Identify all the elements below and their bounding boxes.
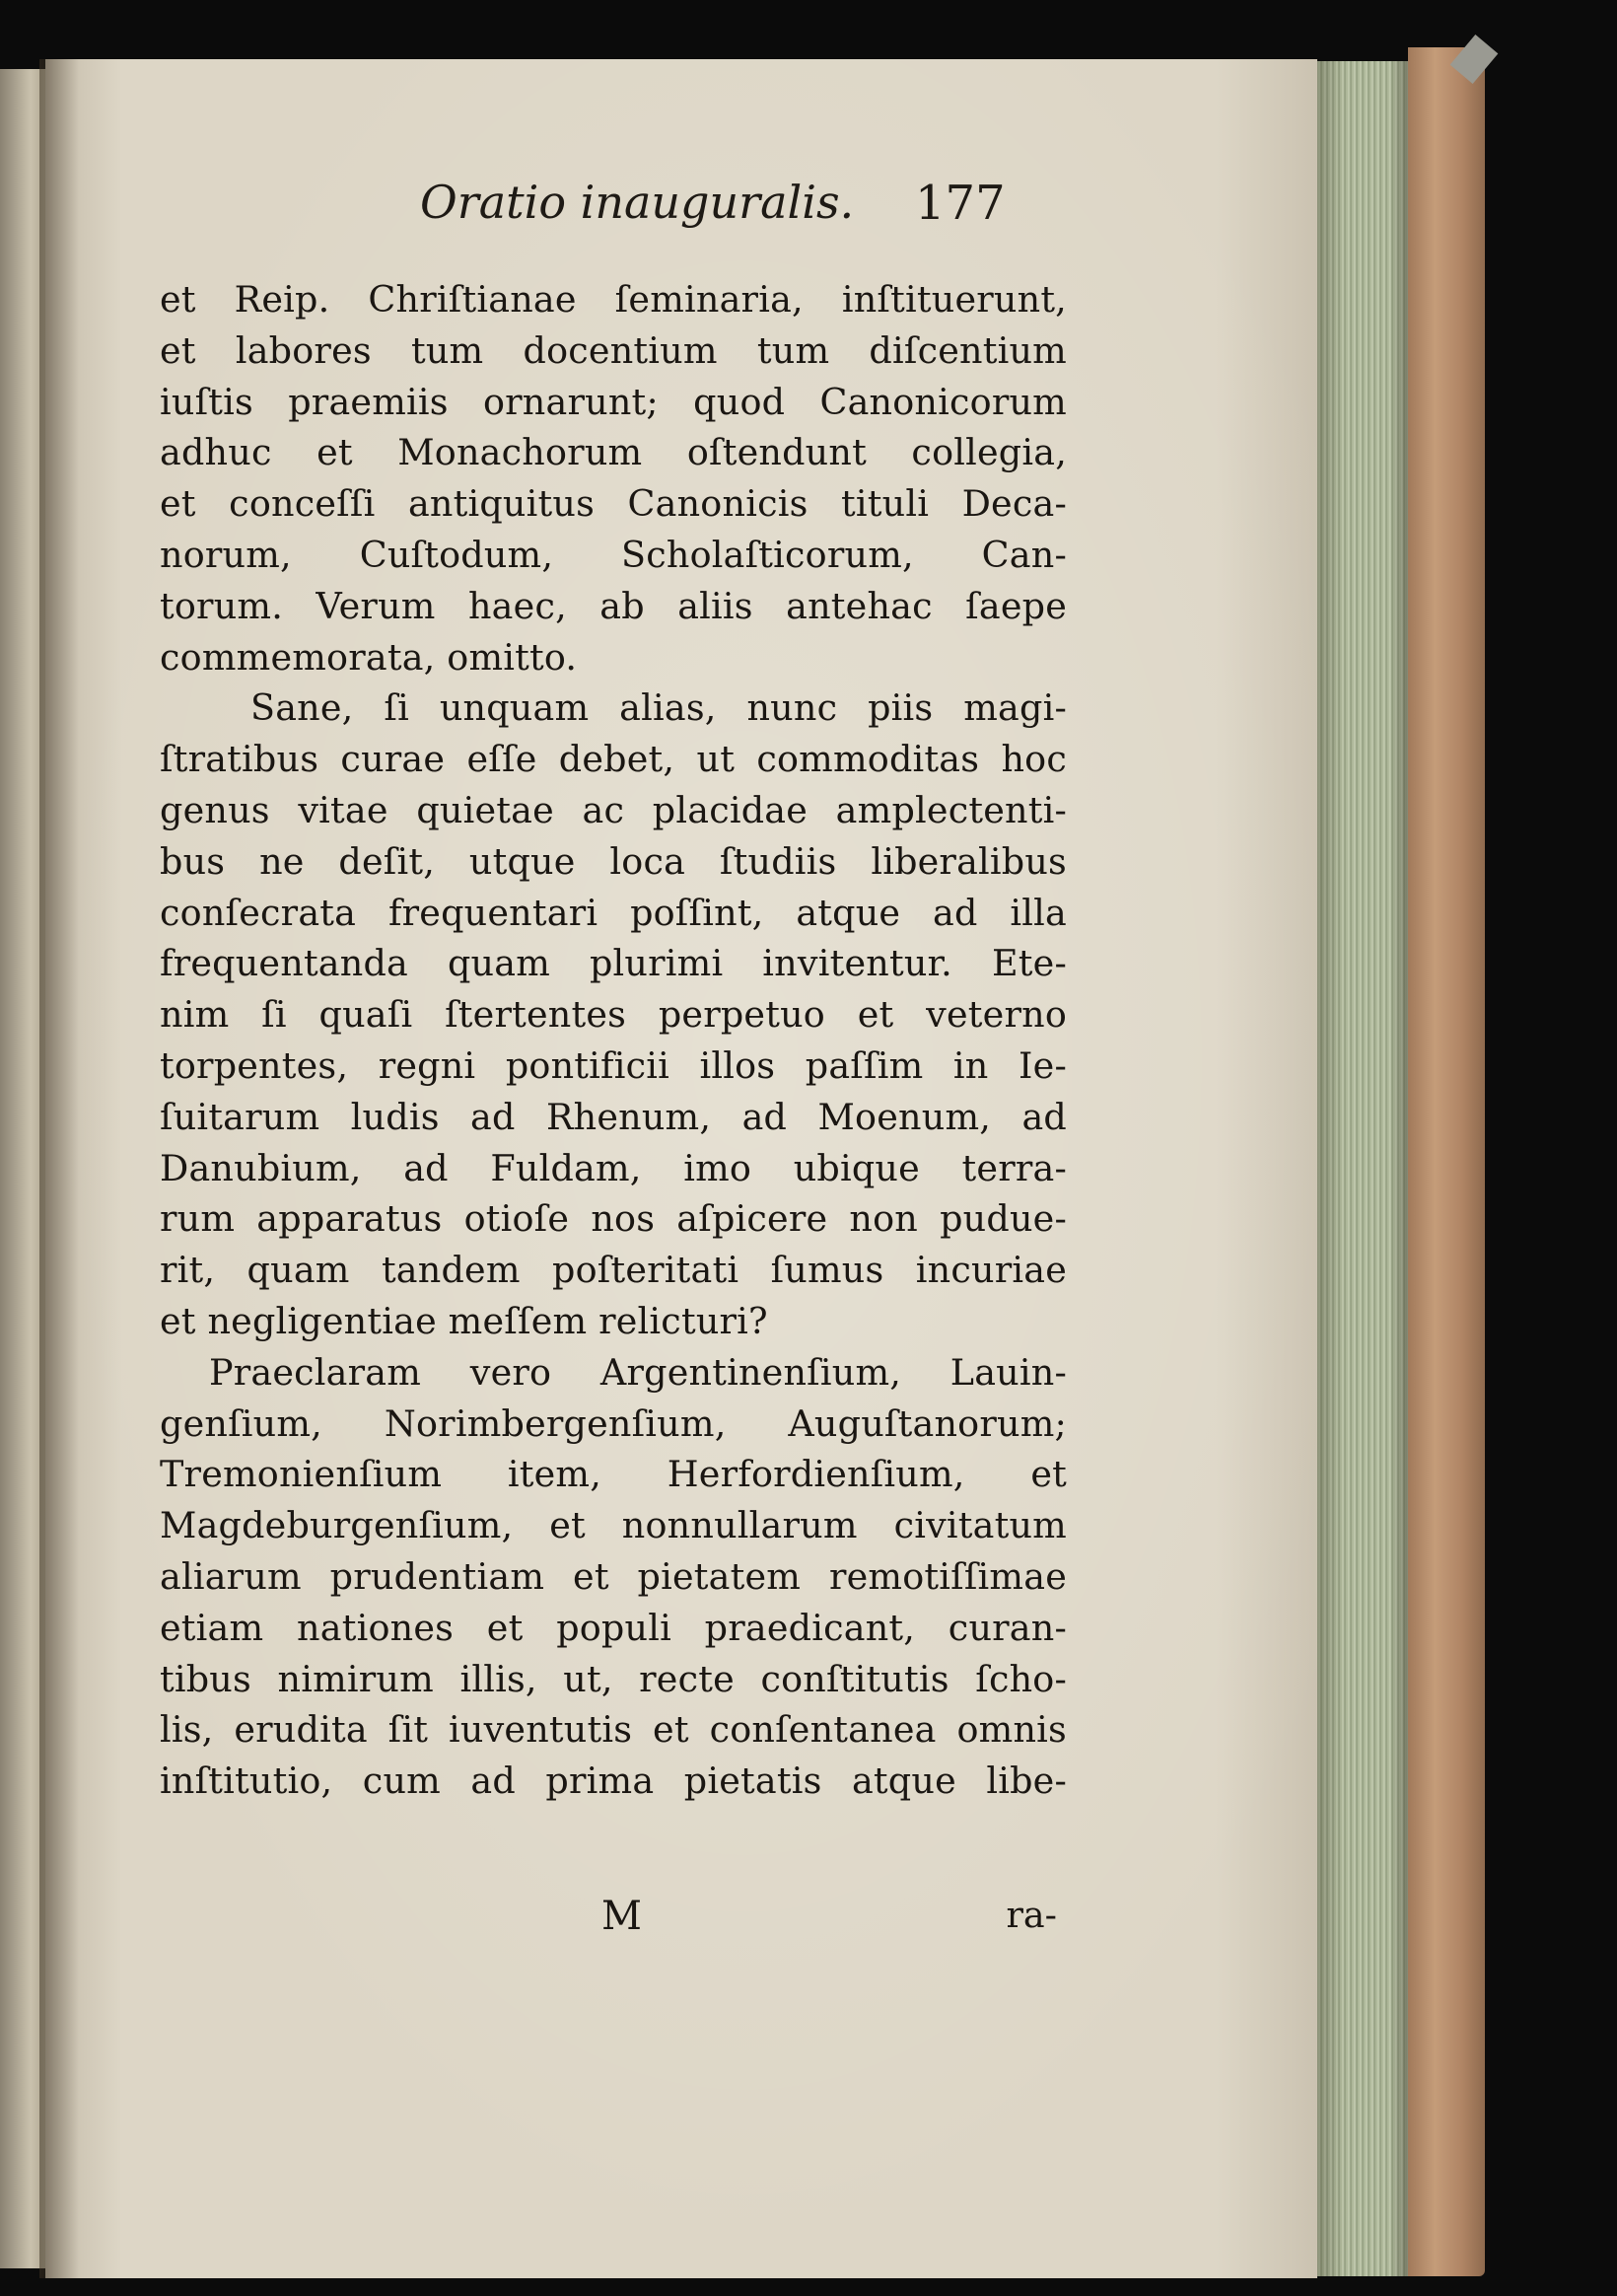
text-line: frequentanda quam plurimi invitentur. Ete-: [160, 942, 1067, 985]
text-line: et negligentiae meſſem relicturi?: [160, 1299, 768, 1342]
text-line: et labores tum docentium tum diſcentium: [160, 328, 1067, 372]
paragraph-start-line: Praeclaram vero Argentinenſium, Lauin-: [209, 1350, 1067, 1394]
text-line: et conceſſi antiquitus Canonicis tituli Deca-: [160, 482, 1067, 526]
fore-edge-shade: [1317, 61, 1408, 2276]
gutter-shadow: [39, 59, 79, 2278]
signature-mark: M: [601, 1894, 642, 1939]
catchword: ra-: [1006, 1894, 1057, 1936]
page-number: 177: [915, 176, 1006, 231]
text-line: rit, quam tandem poſteritati ſumus incuriae: [160, 1249, 1067, 1292]
text-line: norum, Cuſtodum, Scholaſticorum, Can-: [160, 533, 1067, 576]
text-line: commemorata, omitto.: [160, 635, 578, 679]
text-line: adhuc et Monachorum oſtendunt collegia,: [160, 431, 1067, 474]
page-footer: [160, 1894, 1067, 1953]
text-line: tibus nimirum illis, ut, recte conſtitutis ſcho-: [160, 1657, 1067, 1700]
text-line: Tremonienſium item, Herfordienſium, et: [160, 1453, 1067, 1496]
text-line: Magdeburgenſium, et nonnullarum civitatum: [160, 1504, 1067, 1547]
paragraph-start-line: Sane, ſi unquam alias, nunc piis magi-: [250, 686, 1067, 730]
text-line: rum apparatus otioſe nos aſpicere non pudue-: [160, 1197, 1067, 1241]
text-line: torpentes, regni pontificii illos paſſim in Ie-: [160, 1043, 1067, 1087]
text-line: conſecrata frequentari poſſint, atque ad illa: [160, 891, 1067, 934]
text-line: nim ſi quaſi ſtertentes perpetuo et veterno: [160, 993, 1067, 1037]
page-header: [420, 176, 1051, 245]
text-line: Danubium, ad Fuldam, imo ubique terra-: [160, 1146, 1067, 1189]
cover-board: [1408, 47, 1485, 2276]
body-text: [160, 274, 1067, 1807]
text-line: iuſtis praemiis ornarunt; quod Canonicorum: [160, 380, 1067, 423]
text-line: torum. Verum haec, ab aliis antehac ſaepe: [160, 584, 1067, 627]
running-title: Oratio inauguralis.: [420, 176, 855, 229]
text-line: et Reip. Chriſtianae ſeminaria, inſtituerunt,: [160, 278, 1067, 321]
text-line: genus vitae quietae ac placidae amplectenti-: [160, 788, 1067, 831]
text-line: bus ne deſit, utque loca ſtudiis liberalibus: [160, 839, 1067, 883]
text-line: aliarum prudentiam et pietatem remotiſſimae: [160, 1554, 1067, 1598]
text-line: ſtratibus curae eſſe debet, ut commoditas hoc: [160, 738, 1067, 781]
text-line: inſtitutio, cum ad prima pietatis atque libe-: [160, 1759, 1067, 1803]
text-line: lis, erudita ſit iuventutis et conſentanea omnis: [160, 1708, 1067, 1752]
text-line: genſium, Norimbergenſium, Auguſtanorum;: [160, 1401, 1067, 1445]
text-line: etiam nationes et populi praedicant, curan-: [160, 1606, 1067, 1649]
text-line: ſuitarum ludis ad Rhenum, ad Moenum, ad: [160, 1095, 1067, 1138]
